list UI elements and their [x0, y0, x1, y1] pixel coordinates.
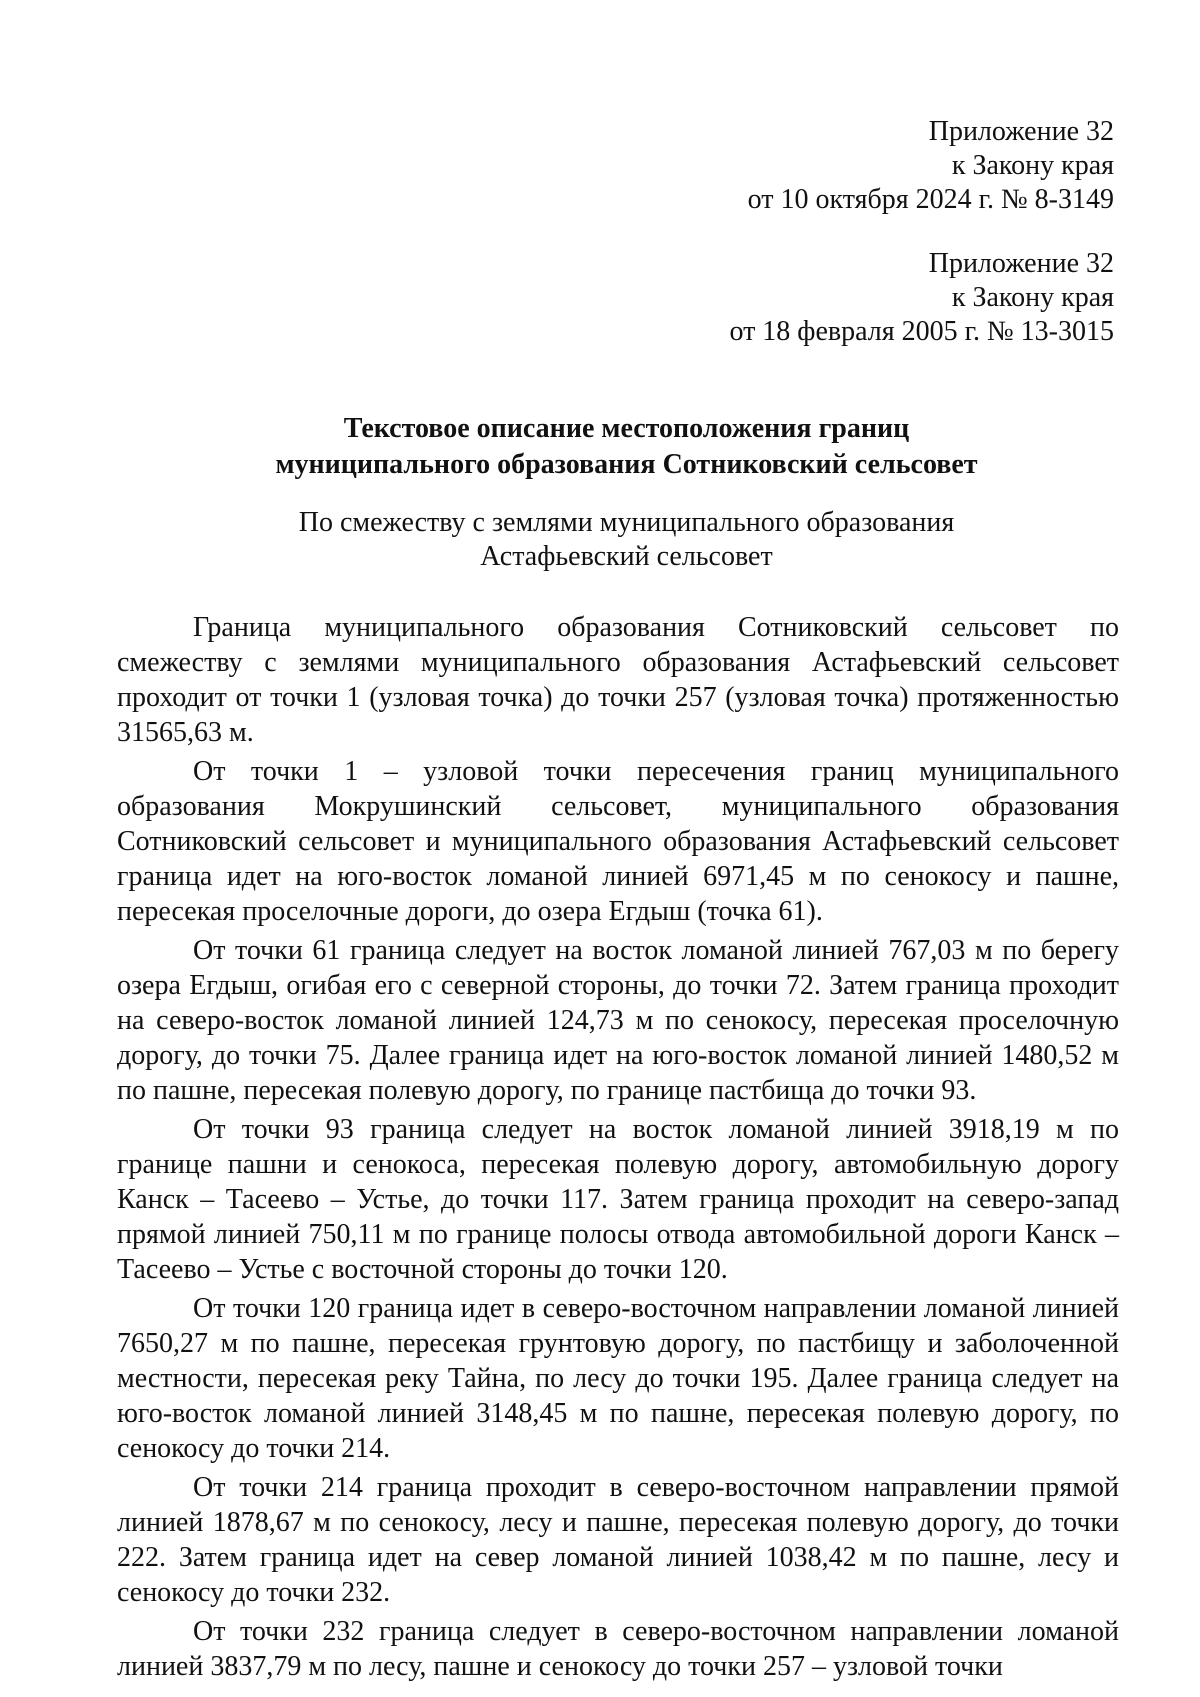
body-paragraph-5: От точки 120 граница идет в северо-восточном направлении ломаной линией 7650,27 м по пашне, пересекая грунтовую дорогу, по пастбищу и заболоченной местности, пересекая реку Тайна, по лесу до точки 195. Далее граница следует на юго-восток ломаной линией 3148,45 м по пашне, пересекая полевую дорогу, по сенокосу до точки 214. — [117, 1293, 1119, 1464]
appendix-header-2024 — [748, 115, 1114, 217]
body-paragraph-6: От точки 214 граница проходит в северо-восточном направлении прямой линией 1878,67 м по сенокосу, лесу и пашне, пересекая полевую дорогу, до точки 222. Затем граница идет на север ломаной линией 1038,42 м по пашне, лесу и сенокосу до точки 232. — [117, 1472, 1119, 1608]
appendix-number: Приложение 32 — [928, 116, 1114, 147]
title-line-2: муниципального образования Сотниковский сельсовет — [275, 449, 978, 480]
appendix-header-2005 — [729, 247, 1114, 349]
document-body — [117, 610, 1119, 1688]
section-heading-line-1: По смежеству с землями муниципального образования — [298, 507, 955, 538]
appendix-law-date: от 18 февраля 2005 г. № 13-3015 — [729, 316, 1114, 347]
body-paragraph-3: От точки 61 граница следует на восток ломаной линией 767,03 м по берегу озера Егдыш, огибая его с северной стороны, до точки 72. Затем граница проходит на северо-восток ломаной линией 124,73 м по сенокосу, пересекая проселочную дорогу, до точки 75. Далее граница идет на юго-восток ломаной линией 1480,52 м по пашне, пересекая полевую дорогу, по границе пастбища до точки 93. — [117, 935, 1119, 1106]
body-paragraph-4: От точки 93 граница следует на восток ломаной линией 3918,19 м по границе пашни и сенокоса, пересекая полевую дорогу, автомобильную дорогу Канск – Тасеево – Устье, до точки 117. Затем граница проходит на северо-запад прямой линией 750,11 м по границе полосы отвода автомобильной дороги Канск – Тасеево – Устье с восточной стороны до точки 120. — [117, 1114, 1119, 1285]
body-paragraph-7: От точки 232 граница следует в северо-восточном направлении ломаной линией 3837,79 м по лесу, пашне и сенокосу до точки 257 – узловой точки — [117, 1616, 1119, 1682]
appendix-law-reference: к Закону края — [951, 282, 1114, 313]
appendix-law-reference: к Закону края — [951, 150, 1114, 181]
title-line-1: Текстовое описание местоположения границ — [343, 413, 910, 444]
section-heading — [0, 506, 1200, 574]
appendix-number: Приложение 32 — [928, 248, 1114, 279]
appendix-law-date: от 10 октября 2024 г. № 8-3149 — [747, 184, 1114, 215]
document-title — [0, 411, 1200, 483]
body-paragraph-1: Граница муниципального образования Сотниковский сельсовет по смежеству с землями муниципального образования Астафьевский сельсовет проходит от точки 1 (узловая точка) до точки 257 (узловая точка) протяженностью 31565,63 м. — [117, 612, 1119, 748]
body-paragraph-2: От точки 1 – узловой точки пересечения границ муниципального образования Мокрушинский сельсовет, муниципального образования Сотниковский сельсовет и муниципального образования Астафьевский сельсовет граница идет на юго-восток ломаной линией 6971,45 м по сенокосу и пашне, пересекая проселочные дороги, до озера Егдыш (точка 61). — [117, 756, 1119, 927]
section-heading-line-2: Астафьевский сельсовет — [480, 541, 773, 572]
